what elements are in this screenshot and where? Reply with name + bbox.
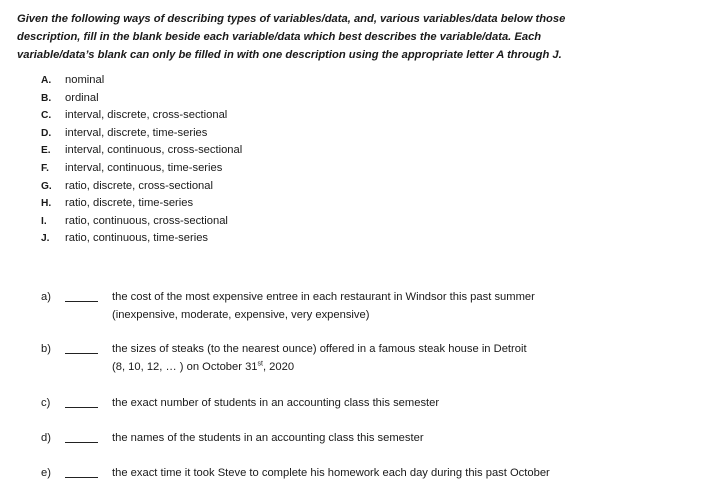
option-text: ratio, discrete, cross-sectional <box>65 179 213 192</box>
option-b <box>41 90 242 108</box>
option-letter: B. <box>41 92 52 104</box>
option-text: ratio, continuous, cross-sectional <box>65 214 228 227</box>
item-line: (inexpensive, moderate, expensive, very expensive) <box>112 308 370 321</box>
item-line: the sizes of steaks (to the nearest ounce) offered in a famous steak house in Detroit <box>112 343 527 355</box>
item-label: d) <box>41 432 51 444</box>
option-i <box>41 213 242 231</box>
answer-blank[interactable] <box>65 407 98 408</box>
option-text: interval, continuous, cross-sectional <box>65 144 243 157</box>
answer-blank[interactable] <box>65 442 98 443</box>
option-h <box>41 195 242 213</box>
item-label: b) <box>41 343 51 355</box>
option-letter: H. <box>41 198 52 210</box>
option-letter: E. <box>41 145 51 157</box>
item-line: the cost of the most expensive entree in each restaurant in Windsor this past summer <box>112 291 535 303</box>
option-letter: A. <box>41 75 52 86</box>
item-label: c) <box>41 397 51 409</box>
option-text: interval, continuous, time-series <box>65 161 223 174</box>
option-text: ordinal <box>65 91 99 104</box>
option-letter: C. <box>41 110 52 122</box>
option-j <box>41 230 242 248</box>
answer-blank[interactable] <box>65 477 98 478</box>
option-g <box>41 178 242 196</box>
option-f <box>41 160 242 178</box>
ordinal-suffix: st <box>257 359 263 367</box>
item-description <box>112 465 612 483</box>
option-letter: G. <box>41 180 52 192</box>
item-description <box>112 341 612 376</box>
option-text: nominal <box>65 74 105 86</box>
option-e <box>41 142 242 160</box>
variable-type-options <box>41 72 242 248</box>
item-line: the exact time it took Steve to complete his homework each day during this past October <box>112 467 550 479</box>
option-letter: I. <box>41 215 47 227</box>
option-text: interval, discrete, cross-sectional <box>65 109 228 122</box>
option-letter: D. <box>41 127 52 139</box>
option-letter: J. <box>41 233 50 245</box>
item-line-text: (8, 10, 12, … ) on October 31 <box>112 360 258 373</box>
instructions-text: Given the following ways of describing types of variables/data, and, various variables/data below those description, fill in the blank beside each variable/data which best describes the variable/data. Each variable/data’s blank can only be filled in with one description using the appropriate letter A through J. <box>17 13 566 61</box>
option-a <box>41 72 242 90</box>
item-description <box>112 430 612 448</box>
answer-blank[interactable] <box>65 301 98 302</box>
option-d <box>41 125 242 143</box>
option-letter: F. <box>41 162 49 174</box>
item-line-with-date <box>112 359 612 377</box>
option-c <box>41 107 242 125</box>
option-text: ratio, discrete, time-series <box>65 197 194 210</box>
option-text: interval, discrete, time-series <box>65 126 208 139</box>
item-label: e) <box>41 467 51 479</box>
item-line: the names of the students in an accounting class this semester <box>112 432 424 444</box>
item-description <box>112 289 612 324</box>
answer-blank[interactable] <box>65 353 98 354</box>
item-description <box>112 395 612 413</box>
item-line-text: , 2020 <box>262 360 295 373</box>
item-label: a) <box>41 291 51 303</box>
item-line: the exact number of students in an accounting class this semester <box>112 397 440 409</box>
option-text: ratio, continuous, time-series <box>65 232 209 245</box>
